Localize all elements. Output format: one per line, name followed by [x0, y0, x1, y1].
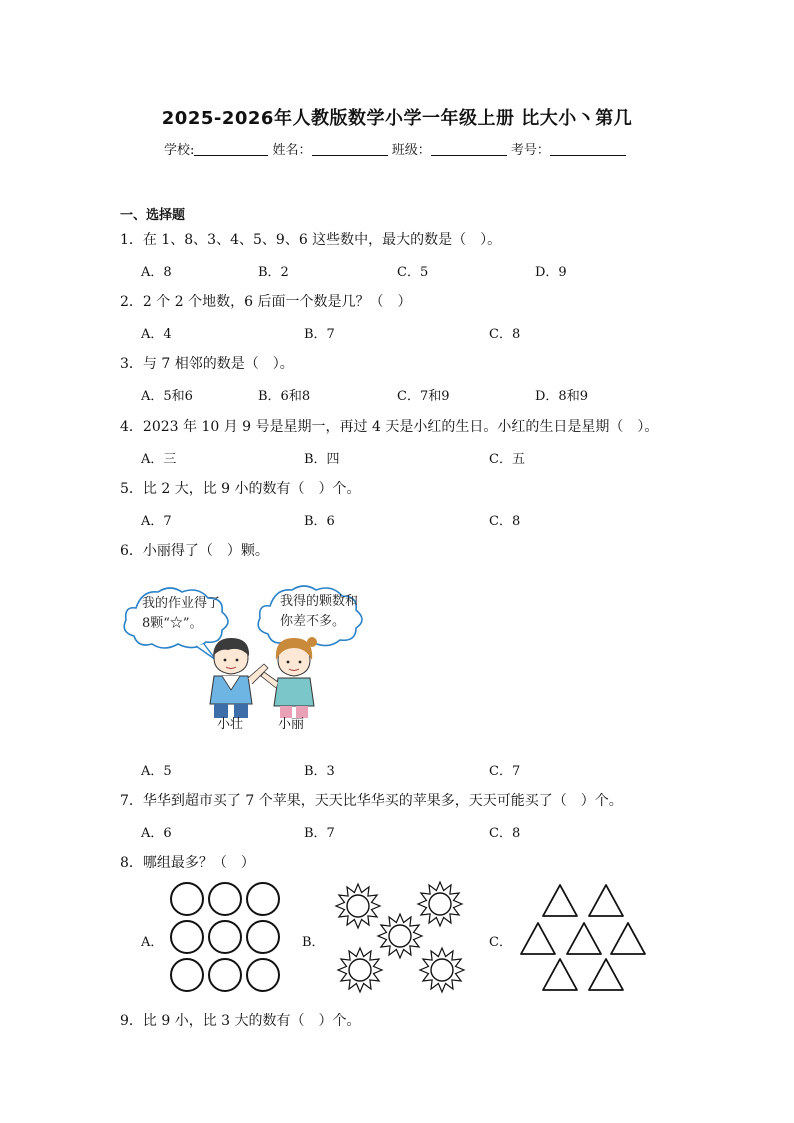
triangle-shape	[589, 885, 623, 916]
school-label: 学校:	[164, 143, 195, 158]
triangle-shape	[589, 959, 623, 990]
question-number: 9．	[120, 1013, 143, 1029]
suns-group	[330, 878, 472, 996]
question-3	[120, 353, 294, 373]
q2-option-c[interactable]: C．8	[489, 327, 521, 342]
sun-shape	[338, 948, 382, 992]
question-6	[120, 540, 269, 560]
question-text: 比 2 大，比 9 小的数有（ ）个。	[142, 481, 361, 497]
circle-shape	[247, 883, 279, 915]
q4-option-c[interactable]: C．五	[489, 452, 525, 467]
bubble-right-text: 我得的颗数和 你差不多。	[280, 594, 359, 629]
q1-option-c[interactable]: C．5	[397, 265, 429, 280]
circle-shape	[171, 921, 203, 953]
q6-option-c[interactable]: C．7	[489, 764, 521, 779]
q3-option-c[interactable]: C．7和9	[397, 389, 450, 404]
q1-option-b[interactable]: B．2	[258, 265, 289, 280]
triangle-shape	[543, 885, 577, 916]
circle-shape	[247, 959, 279, 991]
q8-option-b[interactable]: B．	[302, 935, 325, 950]
boy-figure	[210, 638, 268, 718]
question-number: 7．	[120, 793, 143, 809]
triangle-shape	[611, 923, 645, 954]
q8-option-c[interactable]: C．	[489, 935, 512, 950]
q4-option-b[interactable]: B．四	[304, 452, 340, 467]
question-2	[120, 291, 411, 311]
question-text: 在 1、8、3、4、5、9、6 这些数中，最大的数是（ ）。	[142, 232, 502, 248]
question-7	[120, 790, 623, 810]
boy-name-label: 小壮	[217, 717, 244, 732]
triangle-shape	[567, 923, 601, 954]
circle-shape	[171, 959, 203, 991]
circle-shape	[171, 883, 203, 915]
student-info-line	[164, 139, 626, 158]
q7-option-a[interactable]: A．6	[141, 826, 172, 841]
name-label: 姓名：	[272, 143, 312, 158]
question-1	[120, 229, 501, 249]
q1-option-a[interactable]: A．8	[141, 265, 172, 280]
sun-shape	[336, 884, 380, 928]
exam-number-blank[interactable]	[550, 143, 626, 156]
question-text: 2023 年 10 月 9 号是星期一，再过 4 天是小红的生日。小红的生日是星期（ ）。	[142, 419, 659, 435]
question-text: 哪组最多？（ ）	[142, 855, 255, 871]
triangle-shape	[543, 959, 577, 990]
q3-option-d[interactable]: D．8和9	[535, 389, 588, 404]
girl-name-label: 小丽	[278, 717, 305, 732]
circle-shape	[209, 959, 241, 991]
question-text: 2 个 2 个地数，6 后面一个数是几？（ ）	[142, 294, 412, 310]
section-heading: 一、选择题	[120, 208, 186, 223]
q7-option-b[interactable]: B．7	[304, 826, 335, 841]
question-number: 2．	[120, 294, 143, 310]
q8-option-a[interactable]: A．	[141, 935, 164, 950]
exam-number-label: 考号：	[510, 143, 550, 158]
q6-option-b[interactable]: B．3	[304, 764, 335, 779]
q6-illustration	[118, 580, 398, 735]
triangle-shape	[521, 923, 555, 954]
q6-option-a[interactable]: A．5	[141, 764, 172, 779]
sun-shape	[418, 882, 462, 926]
q2-option-b[interactable]: B．7	[304, 327, 335, 342]
triangles-group	[520, 884, 646, 992]
question-4	[120, 416, 658, 436]
circle-shape	[209, 921, 241, 953]
sun-shape	[420, 948, 464, 992]
class-blank[interactable]	[431, 143, 507, 156]
question-text: 与 7 相邻的数是（ ）。	[142, 356, 294, 372]
girl-figure	[261, 637, 317, 718]
question-9	[120, 1010, 361, 1030]
question-5	[120, 478, 361, 498]
sun-shape	[378, 914, 422, 958]
question-number: 5．	[120, 481, 143, 497]
circle-shape	[209, 883, 241, 915]
bubble-left-text: 我的作业得了 8颗“☆”。	[142, 596, 221, 631]
q5-option-b[interactable]: B．6	[304, 514, 335, 529]
q1-option-d[interactable]: D．9	[535, 265, 567, 280]
question-number: 1．	[120, 232, 143, 248]
question-number: 6．	[120, 543, 143, 559]
circles-group	[168, 880, 282, 994]
class-label: 班级：	[391, 143, 431, 158]
question-number: 8．	[120, 855, 143, 871]
question-number: 4．	[120, 419, 143, 435]
q7-option-c[interactable]: C．8	[489, 826, 521, 841]
name-blank[interactable]	[312, 143, 388, 156]
question-text: 华华到超市买了 7 个苹果，天天比华华买的苹果多，天天可能买了（ ）个。	[142, 793, 623, 809]
question-text: 比 9 小，比 3 大的数有（ ）个。	[142, 1013, 361, 1029]
q2-option-a[interactable]: A．4	[141, 327, 172, 342]
question-number: 3．	[120, 356, 143, 372]
q5-option-a[interactable]: A．7	[141, 514, 172, 529]
circle-shape	[247, 921, 279, 953]
school-blank[interactable]	[194, 143, 268, 156]
page-title: 2025-2026年人教版数学小学一年级上册 比大小丶第几	[161, 108, 633, 129]
question-text: 小丽得了（ ）颗。	[142, 543, 269, 559]
q3-option-b[interactable]: B．6和8	[258, 389, 311, 404]
q5-option-c[interactable]: C．8	[489, 514, 521, 529]
question-8	[120, 852, 255, 872]
q4-option-a[interactable]: A．三	[141, 452, 177, 467]
q3-option-a[interactable]: A．5和6	[141, 389, 193, 404]
